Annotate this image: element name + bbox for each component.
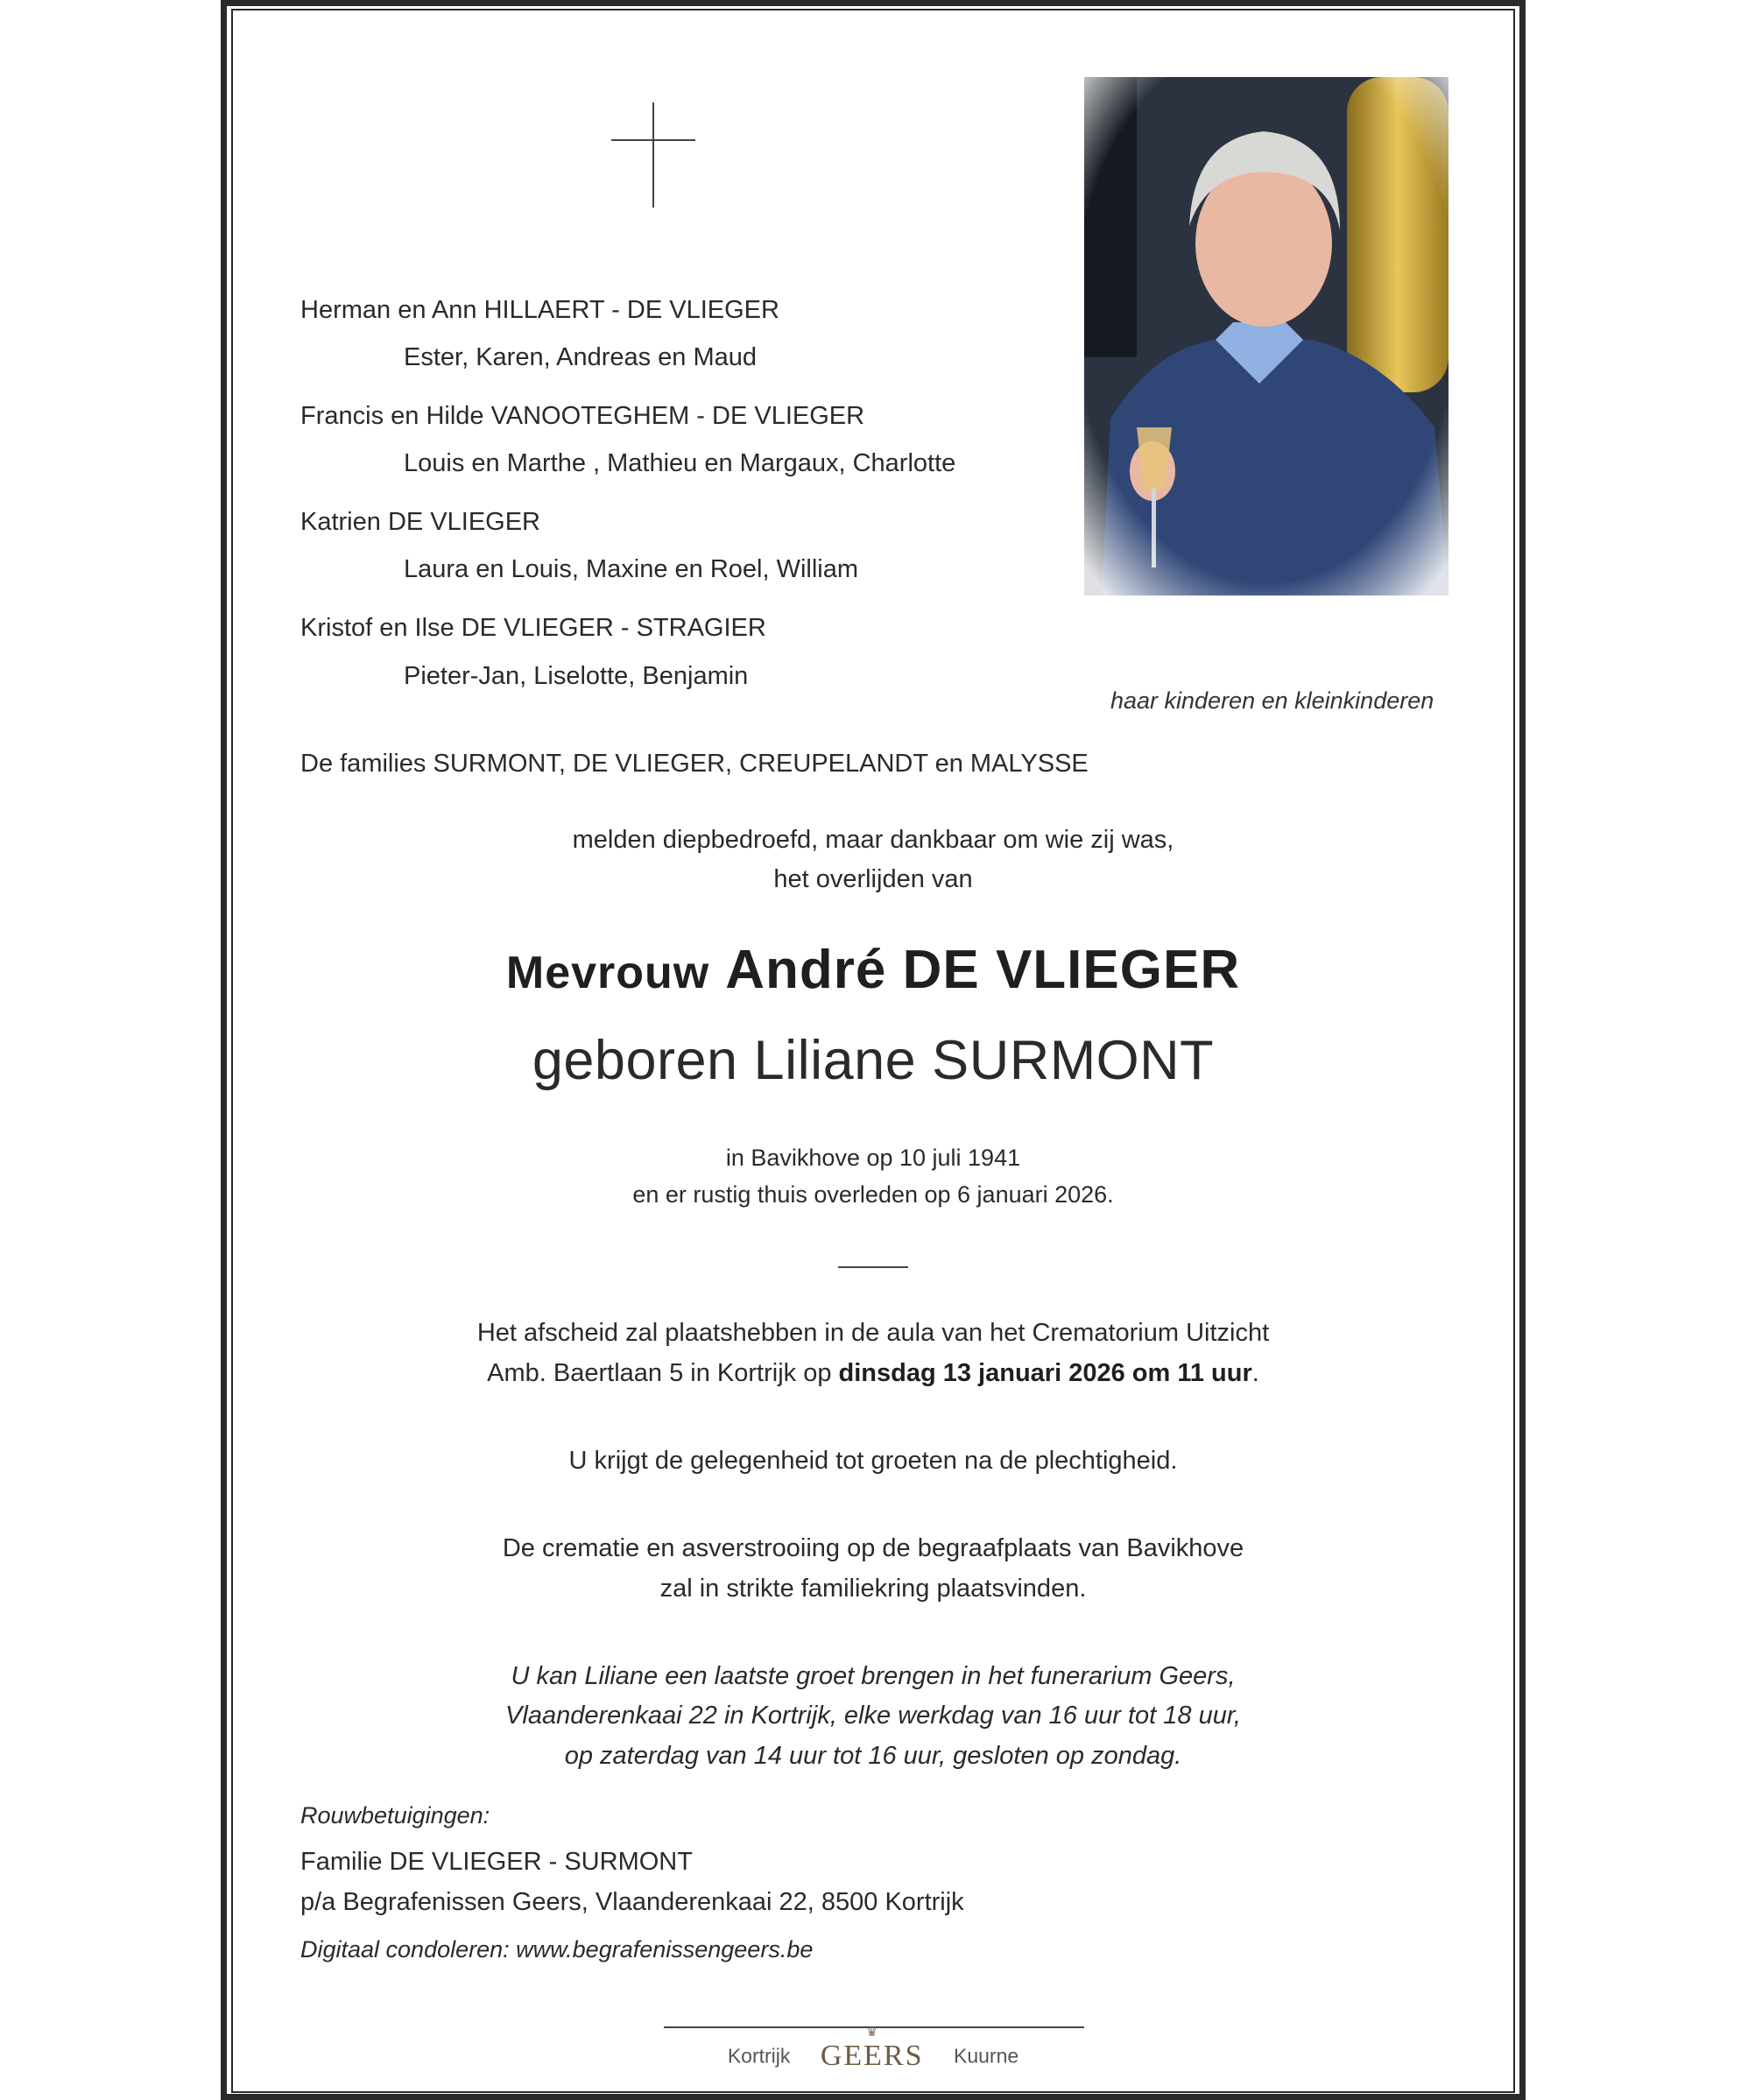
farewell-date: dinsdag 13 januari 2026 om 11 uur [838, 1359, 1252, 1387]
portrait-photo [1084, 77, 1448, 595]
family-children-2: Louis en Marthe , Mathieu en Margaux, Charlotte [404, 449, 956, 477]
family-children-1: Ester, Karen, Andreas en Maud [404, 343, 758, 371]
geers-logo: ♛ GEERS [820, 2026, 924, 2072]
condolences-online: Digitaal condoleren: www.begrafenissengeers.be [300, 1936, 814, 1963]
family-parents-3: Katrien DE VLIEGER [300, 508, 540, 536]
condolences-address: p/a Begrafenissen Geers, Vlaanderenkaai 22, 8500 Kortrijk [300, 1888, 964, 1916]
maiden-name: geboren Liliane SURMONT [532, 1030, 1215, 1091]
title-prefix: Mevrouw [505, 948, 710, 998]
condolences-heading: Rouwbetuigingen: [300, 1802, 490, 1829]
separator [231, 1257, 1515, 1272]
family-parents-2: Francis en Hilde VANOOTEGHEM - DE VLIEGER [300, 402, 865, 430]
farewell-line-1: Het afscheid zal plaatshebben in de aula van het Crematorium Uitzicht [476, 1319, 1270, 1347]
footer-right-town: Kuurne [953, 2044, 1019, 2068]
family-children-4: Pieter-Jan, Liselotte, Benjamin [404, 662, 749, 690]
footer-left-town: Kortrijk [727, 2044, 791, 2068]
birth-line: in Bavikhove op 10 juli 1941 [725, 1145, 1021, 1171]
family-parents-4: Kristof en Ilse DE VLIEGER - STRAGIER [300, 614, 766, 642]
visit-line-2: Vlaanderenkaai 22 in Kortrijk, elke werkdag van 16 uur tot 18 uur, [505, 1702, 1241, 1730]
cremation-line-1: De crematie en asverstrooiing op de begraafplaats van Bavikhove [502, 1534, 1244, 1562]
cremation-line-2: zal in strikte familiekring plaatsvinden. [659, 1575, 1087, 1603]
photo-caption: haar kinderen en kleinkinderen [1110, 687, 1434, 714]
greeting-line: U krijgt de gelegenheid tot groeten na de plechtigheid. [568, 1447, 1178, 1475]
condolences-recipient: Familie DE VLIEGER - SURMONT [300, 1848, 693, 1876]
deceased-name [231, 939, 1515, 1001]
name-text: André DE VLIEGER [725, 940, 1241, 1000]
cross-icon [611, 102, 695, 208]
family-parents-1: Herman en Ann HILLAERT - DE VLIEGER [300, 296, 779, 324]
announce-line-2: het overlijden van [773, 865, 973, 893]
death-line: en er rustig thuis overleden op 6 januari 2026. [632, 1181, 1114, 1208]
family-children-3: Laura en Louis, Maxine en Roel, William [404, 555, 859, 583]
crown-icon: ♛ [866, 2026, 878, 2040]
farewell-line-2: Amb. Baertlaan 5 in Kortrijk op dinsdag 13 januari 2026 om 11 uur. [487, 1359, 1259, 1387]
visit-line-3: op zaterdag van 14 uur tot 16 uur, gesloten op zondag. [564, 1742, 1182, 1770]
families-line: De families SURMONT, DE VLIEGER, CREUPELANDT en MALYSSE [300, 750, 1089, 778]
footer [231, 2026, 1515, 2073]
visit-line-1: U kan Liliane een laatste groet brengen in het funerarium Geers, [511, 1662, 1236, 1690]
announce-line-1: melden diepbedroefd, maar dankbaar om wie zij was, [572, 826, 1174, 854]
